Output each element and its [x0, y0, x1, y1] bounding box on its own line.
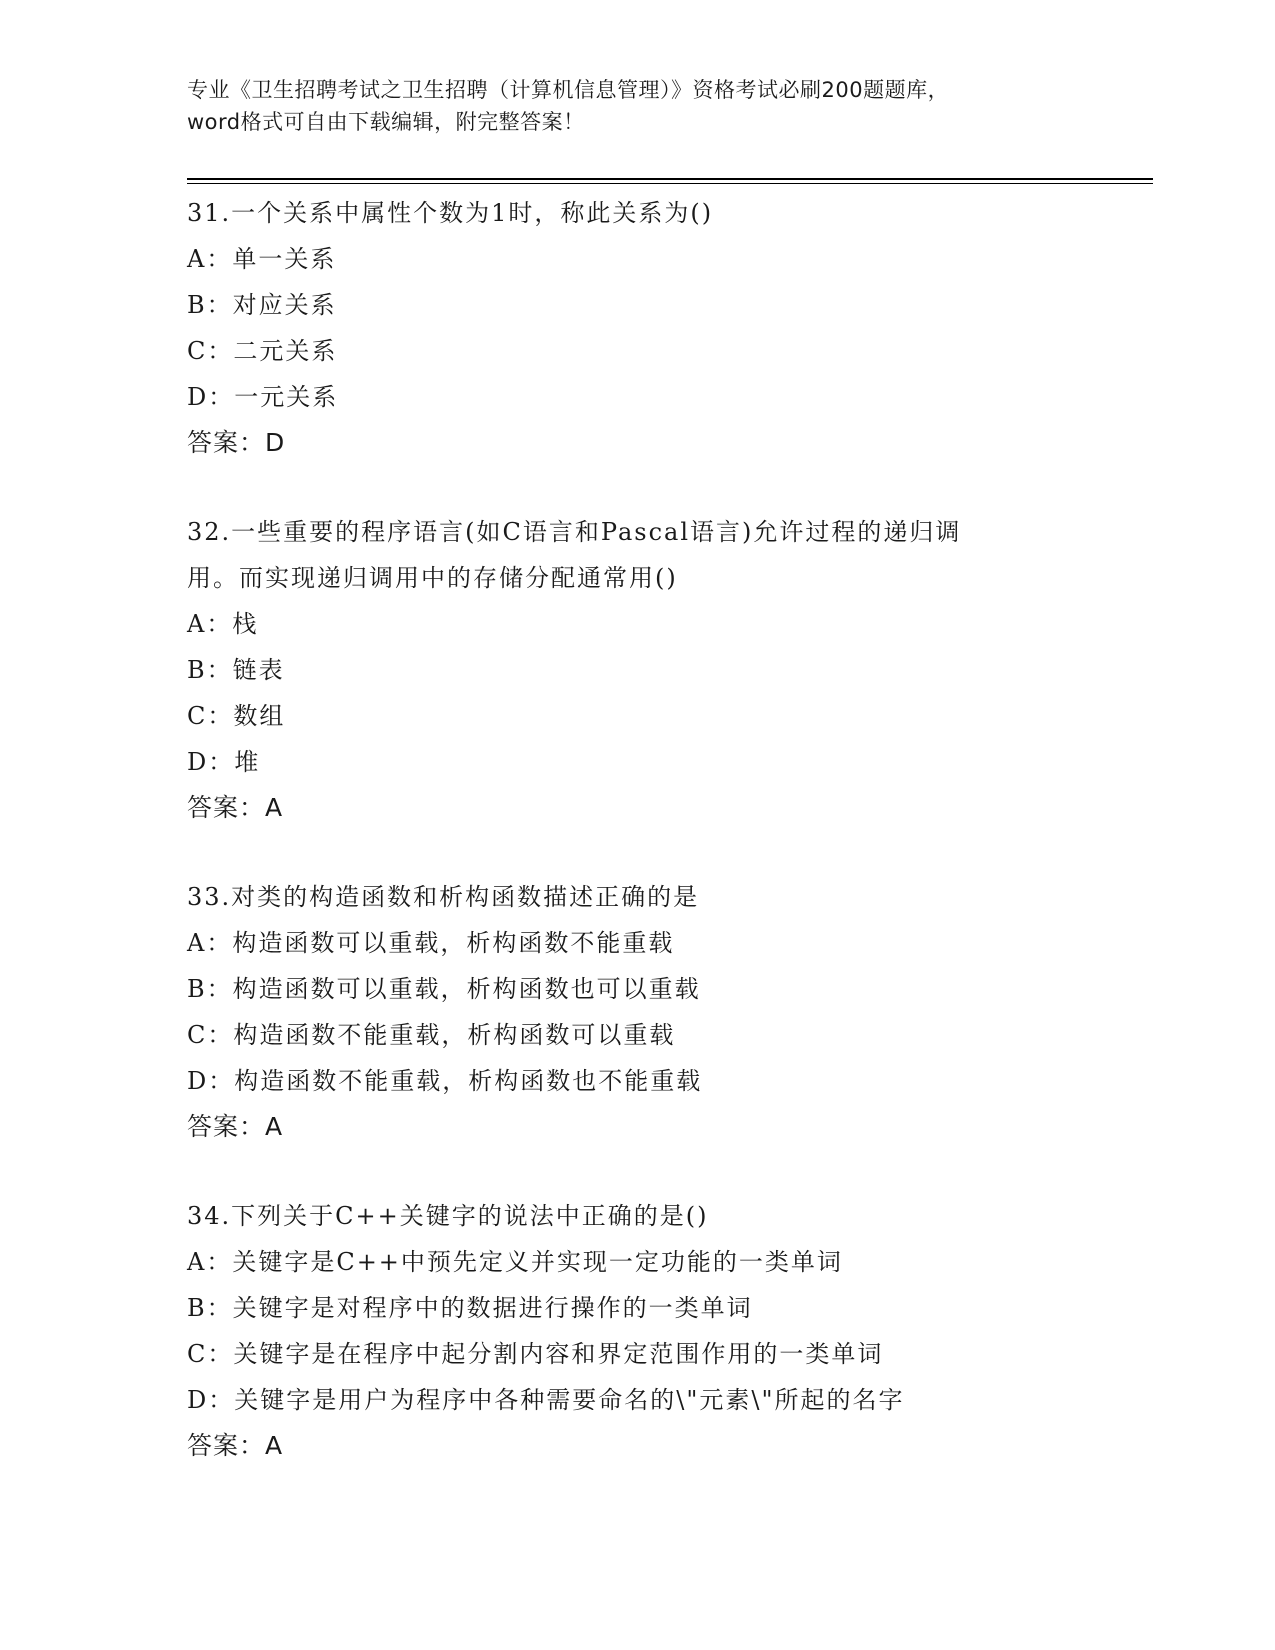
- question-option: B：关键字是对程序中的数据进行操作的一类单词: [187, 1294, 753, 1322]
- document-header: [187, 74, 1087, 138]
- question-answer: 答案：A: [187, 1431, 284, 1460]
- question-block: [187, 509, 1147, 831]
- question-option: A：单一关系: [187, 245, 337, 273]
- question-list: [187, 190, 1147, 1512]
- question-option: B：链表: [187, 656, 285, 684]
- question-option: A：关键字是C++中预先定义并实现一定功能的一类单词: [187, 1248, 843, 1276]
- question-answer: 答案：D: [187, 428, 286, 457]
- question-stem: 31.一个关系中属性个数为1时，称此关系为(): [187, 199, 714, 227]
- question-option: D：构造函数不能重载，析构函数也不能重载: [187, 1067, 703, 1095]
- question-option: B：对应关系: [187, 291, 337, 319]
- question-stem: 用。而实现递归调用中的存储分配通常用(): [187, 564, 678, 592]
- header-divider-thick: [187, 178, 1153, 180]
- question-block: [187, 874, 1147, 1150]
- header-line-1: 专业《卫生招聘考试之卫生招聘（计算机信息管理）》资格考试必刷200题题库，: [187, 78, 950, 102]
- question-block: [187, 1193, 1147, 1469]
- question-option: C：数组: [187, 702, 286, 730]
- question-answer: 答案：A: [187, 1112, 284, 1141]
- question-option: D：一元关系: [187, 383, 339, 411]
- question-stem: 32.一些重要的程序语言(如C语言和Pascal语言)允许过程的递归调: [187, 518, 962, 546]
- question-option: C：二元关系: [187, 337, 338, 365]
- header-divider-thin: [187, 183, 1153, 184]
- question-option: D：堆: [187, 748, 261, 776]
- question-answer: 答案：A: [187, 793, 284, 822]
- question-option: D：关键字是用户为程序中各种需要命名的\"元素\"所起的名字: [187, 1386, 905, 1414]
- question-stem: 34.下列关于C++关键字的说法中正确的是(): [187, 1202, 709, 1230]
- question-option: C：构造函数不能重载，析构函数可以重载: [187, 1021, 676, 1049]
- question-option: A：构造函数可以重载，析构函数不能重载: [187, 929, 675, 957]
- question-option: A：栈: [187, 610, 259, 638]
- question-stem: 33.对类的构造函数和析构函数描述正确的是: [187, 883, 700, 911]
- question-block: [187, 190, 1147, 466]
- question-option: B：构造函数可以重载，析构函数也可以重载: [187, 975, 701, 1003]
- question-option: C：关键字是在程序中起分割内容和界定范围作用的一类单词: [187, 1340, 884, 1368]
- header-line-2: word格式可自由下载编辑，附完整答案！: [187, 110, 585, 134]
